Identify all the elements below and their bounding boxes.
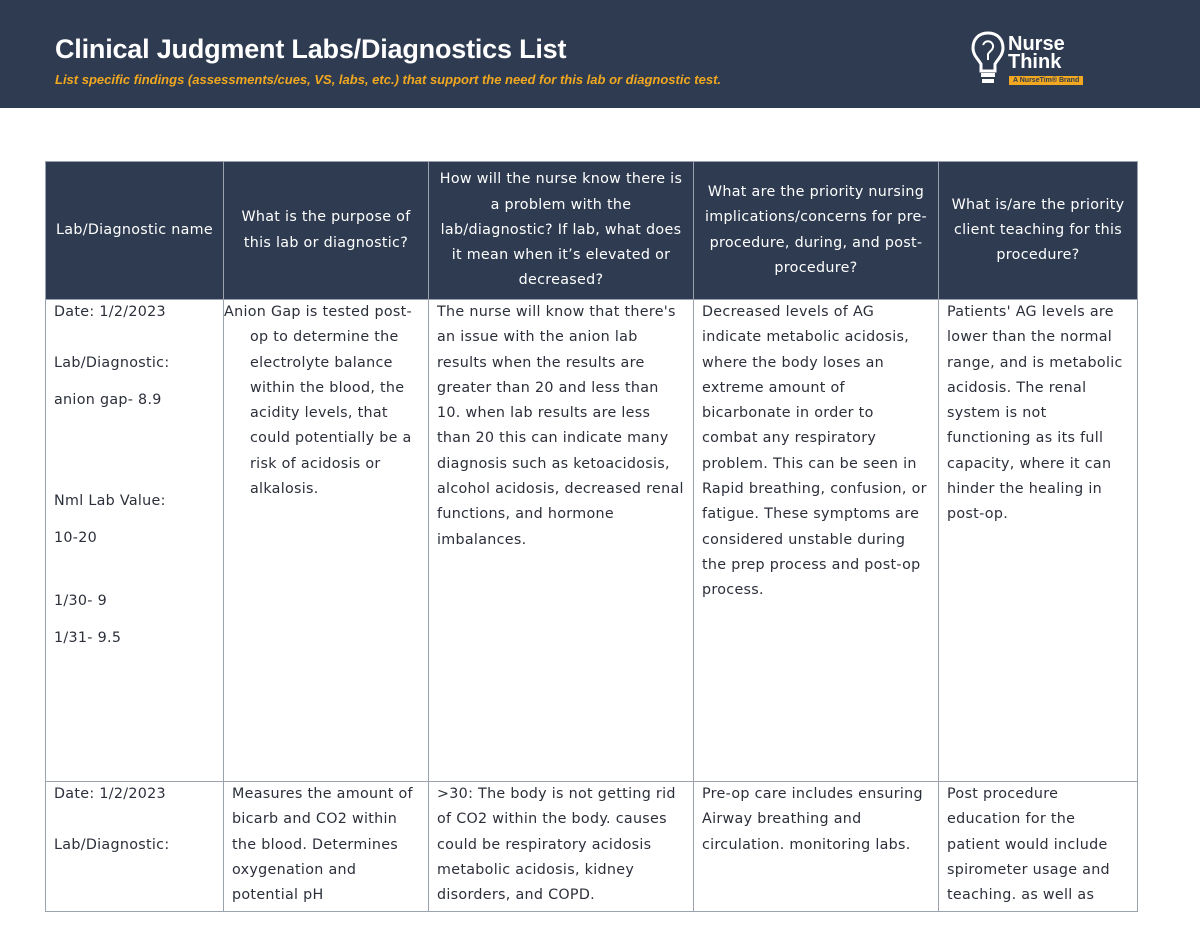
logo-word-nurse: Nurse — [1008, 33, 1065, 55]
page-title: Clinical Judgment Labs/Diagnostics List — [55, 34, 567, 64]
col-header-teaching: What is/are the priority client teaching for this procedure? — [939, 162, 1138, 300]
lab-date: Date: 1/2/2023 — [54, 786, 166, 802]
purpose-cell: Measures the amount of bicarb and CO2 within the blood. Determines oxygenation and potential pH — [224, 782, 429, 912]
lightbulb-icon — [970, 30, 1006, 86]
table-row — [46, 782, 1138, 912]
nml-value: 10-20 — [54, 530, 98, 547]
header-banner — [0, 0, 1200, 108]
brand-logo — [970, 30, 1090, 90]
problem-cell: >30: The body is not getting rid of CO2 within the body. causes could be respiratory acidosis metabolic acidosis, kidney disorders, and COPD. — [429, 782, 694, 912]
logo-word-think: Think — [1008, 51, 1062, 73]
labs-table — [45, 161, 1138, 912]
table-row — [46, 300, 1138, 782]
lab-blank — [54, 807, 215, 832]
implications-cell: Decreased levels of AG indicate metabolic acidosis, where the body loses an extreme amount of bicarbonate in order to combat any respiratory problem. This can be seen in Rapid breathing, confusion, or fatigue. These symptoms are considered unstable during the prep process and post-op process. — [694, 300, 939, 782]
spacer — [54, 577, 215, 589]
lab-blank — [54, 464, 215, 489]
lab-label: Lab/Diagnostic: — [54, 354, 170, 371]
col-header-implications: What are the priority nursing implications/concerns for pre-procedure, during, and post-procedure? — [694, 162, 939, 300]
lab-blank — [54, 552, 215, 577]
teaching-cell: Patients' AG levels are lower than the normal range, and is metabolic acidosis. The renal system is not functioning as its full capacity, where it can hinder the healing in post-op. — [939, 300, 1138, 782]
problem-cell: The nurse will know that there's an issue with the anion lab results when the results are greater than 20 and less than 10. when lab results are less than 20 this can indicate many diagnosis such as ketoacidosis, alcohol acidosis, decreased renal functions, and hormone imbalances. — [429, 300, 694, 782]
implications-cell: Pre-op care includes ensuring Airway breathing and circulation. monitoring labs. — [694, 782, 939, 912]
page-subtitle: List specific findings (assessments/cues, VS, labs, etc.) that support the need for this lab or diagnostic test. — [55, 72, 722, 87]
logo-tagline: A NurseTim® Brand — [1009, 76, 1083, 85]
lab-date: Date: 1/2/2023 — [54, 304, 166, 320]
lab-cell — [46, 300, 224, 782]
spacer — [54, 514, 215, 526]
lab-history-2: 1/31- 9.5 — [54, 630, 122, 647]
col-header-problem: How will the nurse know there is a problem with the lab/diagnostic? If lab, what does it mean when it’s elevated or decreased? — [429, 162, 694, 300]
spacer — [54, 614, 215, 626]
purpose-cell: Anion Gap is tested post-op to determine the electrolyte balance within the blood, the acidity levels, that could potentially be a risk of acidosis or alkalosis. — [224, 300, 429, 782]
spacer — [54, 376, 215, 388]
lab-cell — [46, 782, 224, 912]
lab-blank — [54, 325, 215, 350]
lab-blank — [54, 438, 215, 463]
lab-blank — [54, 413, 215, 438]
lab-history-1: 1/30- 9 — [54, 592, 108, 609]
col-header-purpose: What is the purpose of this lab or diagnostic? — [224, 162, 429, 300]
lab-label: Lab/Diagnostic: — [54, 836, 170, 853]
table-header-row — [46, 162, 1138, 300]
col-header-lab-name: Lab/Diagnostic name — [46, 162, 224, 300]
teaching-cell: Post procedure education for the patient would include spirometer usage and teaching. as well as — [939, 782, 1138, 912]
lab-name: anion gap- 8.9 — [54, 391, 162, 408]
nml-label: Nml Lab Value: — [54, 493, 166, 510]
